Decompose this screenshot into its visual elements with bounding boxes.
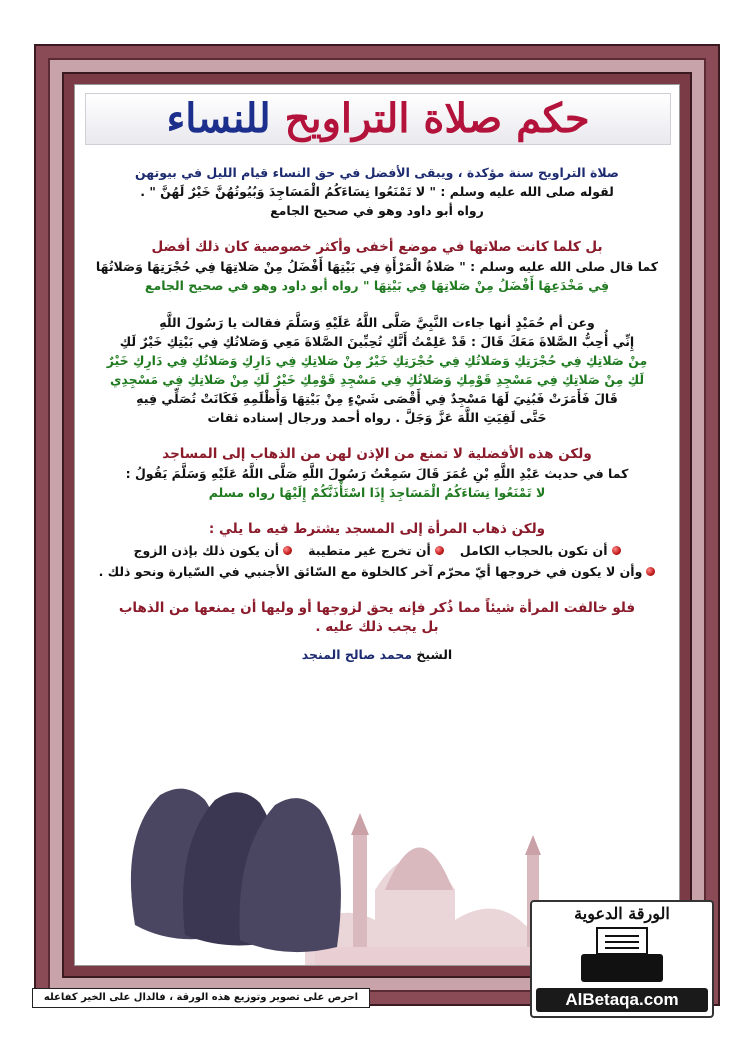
text-line: وعن أم حُمَيْدٍ أنها جاءت النَّبِيَّ صَلَّى اللَّهُ عَلَيْهِ وَسَلَّمَ فقالت يا رَسُولَ اللَّهِ (159, 315, 595, 330)
condition-item (99, 562, 656, 581)
condition-text: أن يكون ذلك بإذن الزوج (133, 543, 280, 558)
conditions-row-1 (91, 541, 663, 560)
conditions-heading: ولكن ذهاب المرأة إلى المسجد يشترط فيه ما يلي : (208, 521, 546, 537)
section-4 (91, 445, 663, 502)
section-2 (91, 238, 663, 295)
condition-item (460, 541, 621, 560)
signature-name: محمد صالح المنجد (301, 647, 413, 662)
mosque-minaret (353, 835, 367, 955)
signature (91, 645, 663, 664)
text-line: صلاة التراويح سنة مؤكدة ، ويبقى الأفضل في حق النساء قيام الليل في بيوتهن (135, 165, 619, 180)
text-line: لا تَمْنَعُوا نِسَاءَكُمُ الْمَسَاجِدَ إِذَا اسْتَأْذَنَّكُمْ إِلَيْهَا رواه مسلم (208, 485, 546, 500)
text-line: فِي مَخْدَعِهَا أَفْضَلُ مِنْ صَلاتِهَا فِي بَيْتِهَا " رواه أبو داود وهو في صحيح الجامع (144, 278, 610, 293)
condition-text: أن تكون بالحجاب الكامل (459, 543, 608, 558)
bullet-icon (646, 567, 655, 576)
printer-icon (577, 926, 667, 986)
minaret-top (351, 813, 369, 835)
title-band (85, 93, 671, 145)
footer-note: احرص على تصوير وتوزيع هذه الورقة ، فالدال على الخير كفاعله (32, 988, 370, 1008)
title-women: للنساء (166, 95, 271, 142)
conditions-row-2 (91, 562, 663, 581)
badge-title: الورقة الدعوية (574, 904, 670, 923)
content (91, 163, 663, 682)
signature-prefix: الشيخ (416, 647, 453, 662)
closing-line: فلو خالفت المرأة شيئاً مما ذُكر فإنه يحق لزوجها أو وليها أن يمنعها من الذهاب (118, 600, 636, 616)
section-heading: بل كلما كانت صلاتها في موضع أخفى وأكثر خصوصية كان ذلك أفضل (151, 239, 603, 255)
closing (91, 599, 663, 664)
text-line: قَالَ فَأَمَرَتْ فَبُنِيَ لَهَا مَسْجِدٌ فِي أَقْصَى شَيْءٍ مِنْ بَيْتِهَا وَأَظْلَمِهِ فَكَانَتْ تُصَلِّي فِيهِ (136, 391, 618, 406)
albetaqa-badge (530, 900, 714, 1018)
condition-text: وأن لا يكون في خروجها أيّ محرّم آخر كالخلوة مع السّائق الأجنبي في السّيارة ونحو ذلك . (98, 564, 643, 579)
text-line: كما في حديث عَبْدِ اللَّهِ بْنِ عُمَرَ قَالَ سَمِعْتُ رَسُولَ اللَّهِ صَلَّى اللَّهُ عَلَيْهِ وَسَلَّمَ يَقُولُ : (125, 466, 629, 481)
section-1 (91, 163, 663, 220)
condition-item (308, 541, 444, 560)
mosque-arches (315, 947, 545, 966)
text-line: كما قال صلى الله عليه وسلم : " صَلاةُ الْمَرْأَةِ فِي بَيْتِهَا أَفْضَلُ مِنْ صَلاتِهَا فِي حُجْرَتِهَا وَصَلاتُهَا (95, 259, 659, 274)
title-main: حكم صلاة التراويح (284, 95, 590, 142)
condition-item (134, 541, 293, 560)
text-line: لقوله صلى الله عليه وسلم : " لا تَمْنَعُوا نِسَاءَكُمُ الْمَسَاجِدَ وَبُيُوتُهُنَّ خَيْرٌ لَهُنَّ " . (140, 184, 614, 199)
badge-url[interactable]: AlBetaqa.com (536, 988, 708, 1012)
text-line: إِنِّي أُحِبُّ الصَّلاةَ مَعَكَ قَالَ : قَدْ عَلِمْتُ أَنَّكِ تُحِبِّينَ الصَّلاةَ مَعِي وَصَلاتُكِ فِي بَيْتِكِ خَيْرٌ لَكِ (119, 334, 635, 349)
bullet-icon (435, 546, 444, 555)
text-line: لَكِ مِنْ صَلاتِكِ فِي مَسْجِدِ قَوْمِكِ وَصَلاتُكِ فِي مَسْجِدِ قَوْمِكِ خَيْرٌ لَكِ مِنْ صَلاتِكِ فِي مَسْجِدِي (109, 372, 645, 387)
bullet-icon (283, 546, 292, 555)
paper-sheet (74, 84, 680, 966)
minaret-top-2 (525, 835, 541, 855)
condition-text: أن تخرج غير متطيبة (308, 543, 431, 558)
text-line: رواه أبو داود وهو في صحيح الجامع (270, 203, 484, 218)
closing-line: بل يجب ذلك عليه . (315, 619, 439, 635)
text-line: مِنْ صَلاتِكِ فِي حُجْرَتِكِ وَصَلاتُكِ فِي حُجْرَتِكِ خَيْرٌ مِنْ صَلاتِكِ فِي دَارِكِ وَصَلاتُكِ فِي دَارِكِ خَيْرٌ (106, 353, 648, 368)
section-conditions (91, 520, 663, 581)
section-heading: ولكن هذه الأفضلية لا تمنع من الإذن لهن من الذهاب إلى المساجد (162, 446, 592, 462)
bullet-icon (612, 546, 621, 555)
section-3 (91, 313, 663, 427)
text-line: حَتَّى لَقِيَتِ اللَّهَ عَزَّ وَجَلَّ . رواه أحمد ورجال إسناده ثقات (207, 410, 547, 425)
